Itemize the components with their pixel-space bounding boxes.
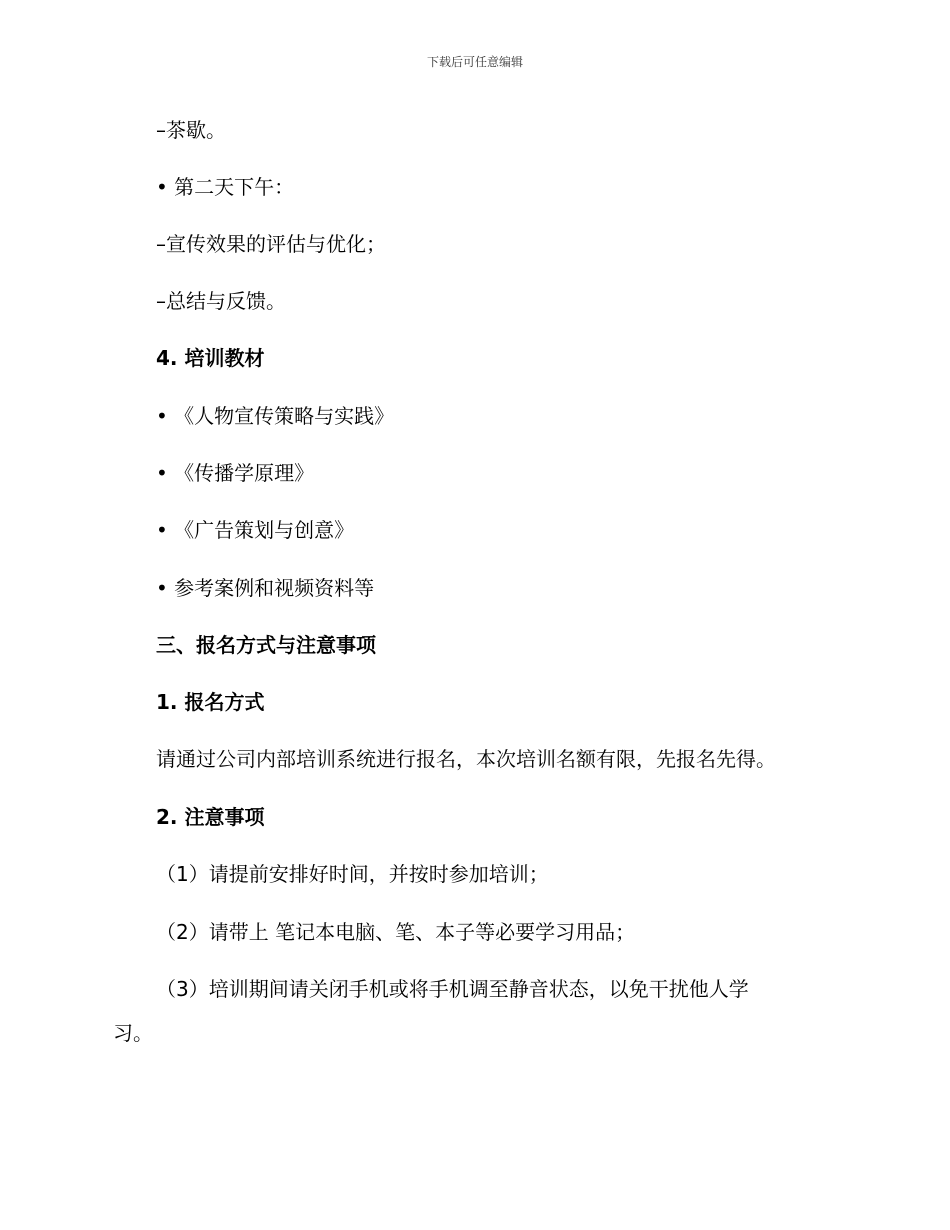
section-training-materials: 4. 培训教材 <box>156 346 265 370</box>
note-item: （2）请带上 笔记本电脑、笔、本子等必要学习用品； <box>156 920 636 944</box>
material-item: • 参考案例和视频资料等 <box>156 576 375 600</box>
agenda-day2-afternoon: • 第二天下午： <box>156 175 295 199</box>
note-item-continuation: 习。 <box>113 1021 153 1045</box>
agenda-summary: –总结与反馈。 <box>156 289 286 313</box>
page-header: 下载后可任意编辑 <box>426 55 523 69</box>
subsection-notes: 2. 注意事项 <box>156 805 265 829</box>
note-item: （3）培训期间请关闭手机或将手机调至静音状态，以免干扰他人学 <box>156 977 749 1001</box>
subsection-registration-method: 1. 报名方式 <box>156 690 265 714</box>
material-item: • 《传播学原理》 <box>156 461 315 485</box>
agenda-evaluation: –宣传效果的评估与优化； <box>156 232 386 256</box>
registration-text: 请通过公司内部培训系统进行报名，本次培训名额有限，先报名先得。 <box>156 747 776 771</box>
section-registration-notes: 三、报名方式与注意事项 <box>156 633 376 657</box>
note-item: （1）请提前安排好时间，并按时参加培训； <box>156 862 549 886</box>
agenda-tea-break: –茶歇。 <box>156 118 226 142</box>
material-item: • 《人物宣传策略与实践》 <box>156 404 395 428</box>
material-item: • 《广告策划与创意》 <box>156 518 355 542</box>
